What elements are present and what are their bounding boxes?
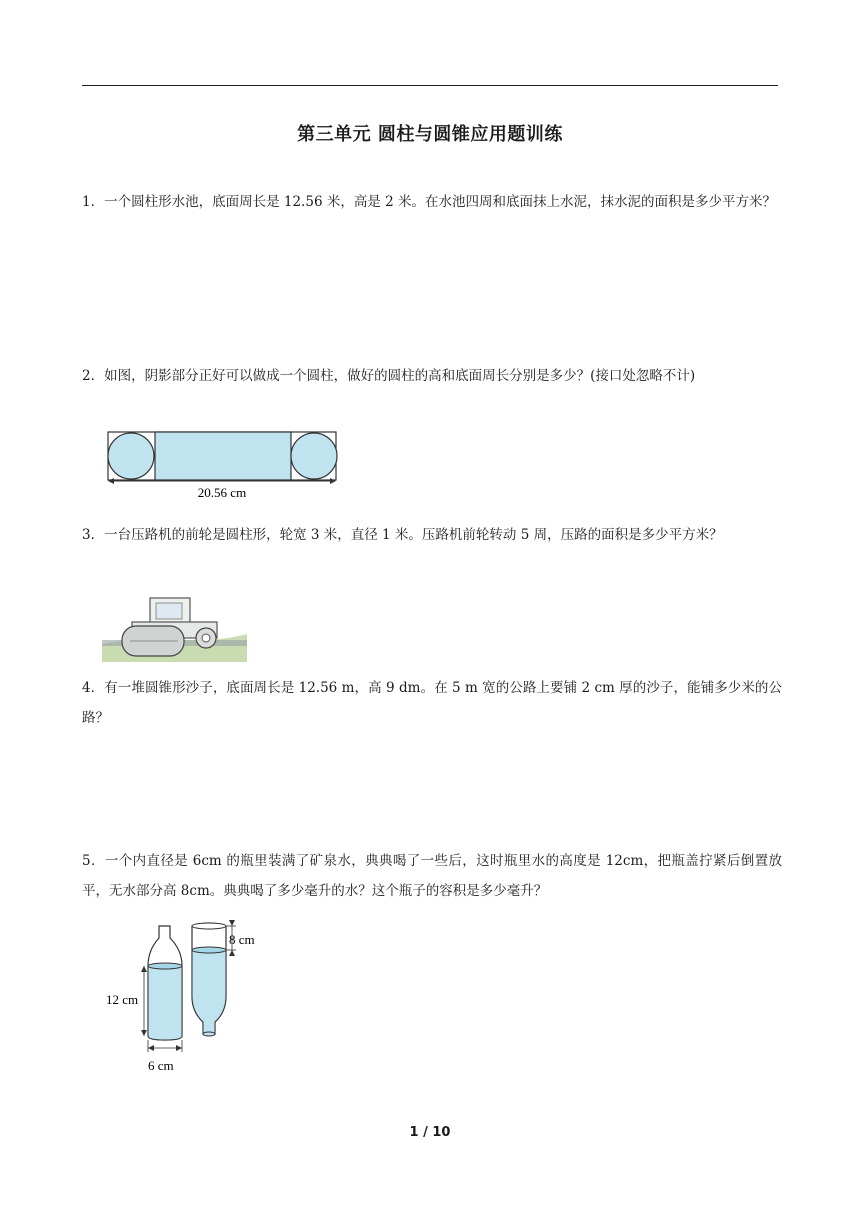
gap-arrow-top bbox=[229, 920, 235, 926]
diameter-arrow-left bbox=[148, 1045, 154, 1051]
inverted-bottle-water bbox=[192, 950, 226, 1034]
upright-bottle-water bbox=[148, 966, 182, 1040]
net-width-label: 20.56 cm bbox=[197, 485, 247, 500]
question-1: 1．一个圆柱形水池，底面周长是 12.56 米，高是 2 米。在水池四周和底面抹上水泥，抹水泥的面积是多少平方米？ bbox=[82, 194, 776, 210]
net-rect-body bbox=[155, 432, 291, 480]
net-circle-left bbox=[108, 433, 154, 479]
inverted-bottle-cap bbox=[203, 1032, 215, 1036]
height-label: 12 cm bbox=[106, 992, 139, 1007]
gap-label: 8 cm bbox=[229, 932, 255, 947]
question-3: 3．一台压路机的前轮是圆柱形，轮宽 3 米，直径 1 米。压路机前轮转动 5 周，压路的面积是多少平方米？ bbox=[82, 527, 723, 543]
header-rule bbox=[82, 85, 778, 86]
roller-rear-hub bbox=[202, 634, 210, 642]
roller-window bbox=[156, 603, 182, 619]
inverted-bottle-top bbox=[192, 923, 226, 929]
cylinder-net-figure bbox=[100, 426, 350, 506]
question-4: 4．有一堆圆锥形沙子，底面周长是 12.56 m，高 9 dm。在 5 m 宽的公路上要铺 2 cm 厚的沙子，能铺多少米的公路？ bbox=[82, 680, 782, 726]
question-5: 5．一个内直径是 6cm 的瓶里装满了矿泉水，典典喝了一些后，这时瓶里水的高度是 12cm，把瓶盖拧紧后倒置放平，无水部分高 8cm。典典喝了多少毫升的水？这个瓶子的容积是多少毫升？ bbox=[82, 853, 782, 899]
net-circle-right bbox=[291, 433, 337, 479]
diameter-arrow-right bbox=[176, 1045, 182, 1051]
page-title: 第三单元 圆柱与圆锥应用题训练 bbox=[297, 124, 563, 145]
height-arrow-top bbox=[141, 966, 147, 972]
bottle-figure bbox=[100, 918, 270, 1078]
net-arrow-left bbox=[108, 478, 114, 484]
inverted-water-surface bbox=[192, 947, 226, 953]
page-number: 1 / 10 bbox=[409, 1125, 451, 1140]
question-2: 2．如图，阴影部分正好可以做成一个圆柱，做好的圆柱的高和底面周长分别是多少？(接口处忽略不计) bbox=[82, 368, 696, 384]
diameter-label: 6 cm bbox=[148, 1058, 174, 1073]
upright-water-surface bbox=[148, 963, 182, 969]
net-arrow-right bbox=[330, 478, 336, 484]
road-roller-figure bbox=[102, 590, 247, 662]
height-arrow-bottom bbox=[141, 1030, 147, 1036]
gap-arrow-bottom bbox=[229, 950, 235, 956]
